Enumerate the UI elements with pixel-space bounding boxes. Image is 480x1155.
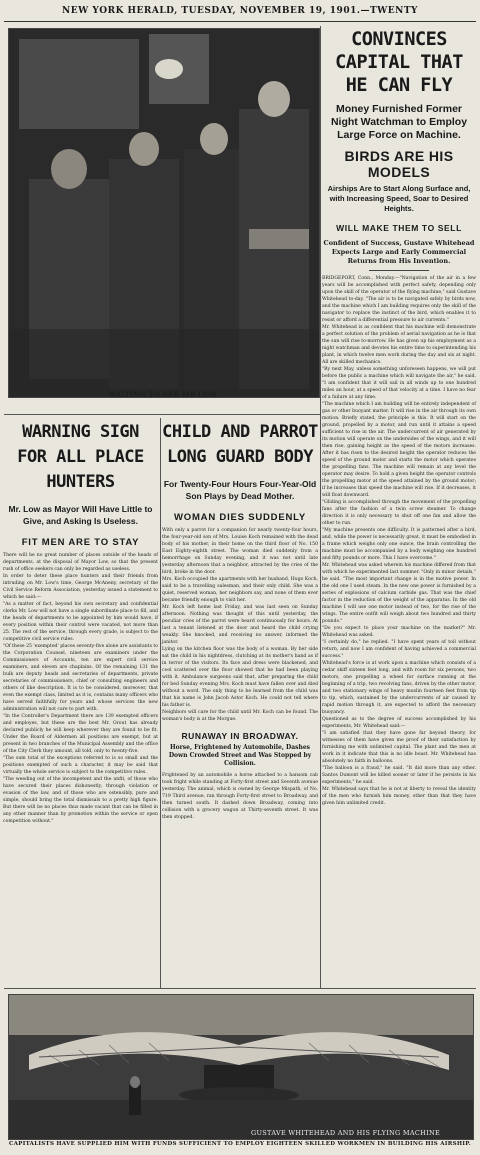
child-parrot-article (162, 420, 318, 821)
photo-flying-machine (8, 994, 474, 1140)
place-hunters-paragraph: There will be no great number of places outside of the heads of departments, at the disposal of Mayor Low, so that the present rush of office seekers can only be regarded as useless. (3, 553, 158, 572)
aviation-deck-1: Money Furnished Former Night Watchman to Employ Large Force on Machine. (330, 103, 468, 141)
child-parrot-paragraph: Mr. Koch left home last Friday, and was last seen on Sunday afternoon. Nothing was thought of this until yesterday, the peculiar cries of the parrot were heard continuously for hours. At last a tenant listened at the door and heard the child crying weakly. She knocked, and receiving no answer, informed the janitor. (162, 605, 318, 645)
aviation-paragraph: Whitehead's force is at work upon a machine which consists of a cedar skiff sixteen feet long, and with room for six persons, two motors, one propelling a wheel for surface running at the beginning of a trip, two revolving fans, driven by the other motor, and two stationary wings of heavy muslin fourteen feet from tip to tip, which, sustained by the undercurrents of air caused by rapid motion through it, are expected to afford the necessary buoyancy. (322, 661, 476, 715)
masthead: NEW YORK HERALD, TUESDAY, NOVEMBER 19, 1901.—TWENTY (62, 6, 418, 16)
photo-waiting-room-caption: WAITING TO SEE MR LOW (108, 391, 218, 399)
place-hunters-paragraph: "In the Controller's Department there are 139 exempted officers and employes, but these are the best Mr. Grout has already declared publicly he will keep wherever they are found to be fit. Under the Board of Aldermen all positions are exempt, but at present in two branches of the Municipal Assembly and the office of the City Clerk they amount, all told, only to twenty-five. (3, 714, 158, 754)
bottom-caption: CAPITALISTS HAVE SUPPLIED HIM WITH FUNDS SUFFICIENT TO EMPLOY EIGHTEEN SKILLED WORKMEN IN BUILDING HIS AIRSHIP. (9, 1141, 471, 1147)
column-rule-right (320, 26, 321, 988)
aviation-paragraph: "I certainly do," he replied. "I have spent years of toil without return, and now I am confident of having achieved a commercial success." (322, 640, 476, 659)
aviation-body (322, 275, 476, 807)
child-parrot-deck: For Twenty-Four Hours Four-Year-Old Son Plays by Dead Mother. (163, 479, 317, 501)
aviation-deck-5: Confident of Success, Gustave Whitehead Expects Large and Early Commercial Returns from His Invention. (323, 239, 475, 265)
aviation-paragraph: "My machine presents one difficulty. It is patterned after a bird, and, while the power is necessarily great, it must be embodied in a frame which weighs only one ounce, the brain controlling the machine must be accompanied by a body weighing one hundred and fifty pounds or more. This I have overcome." (322, 528, 476, 561)
place-hunters-article (3, 420, 158, 825)
column-rule-middle (160, 418, 161, 988)
place-hunters-headline: WARNING SIGN FOR ALL PLACE HUNTERS (17, 422, 144, 492)
child-parrot-paragraph: With only a parrot for a companion for nearly twenty-four hours, the four-year-old son of Mrs. Louise Koch remained with the dead body of his mother, in their home on the third floor of No. 150 East Eighty-eighth street. The woman died suddenly from a hemorrhage on Sunday evening, and it was not until late yesterday afternoon that a neighbor, attracted by the cries of the bird, broke in the door. (162, 528, 318, 575)
aviation-headline: CONVINCES CAPITAL THAT HE CAN FLY (335, 29, 463, 96)
aviation-paragraph: BRIDGEPORT, Conn., Monday.—"Navigation of the air in a few years will be accomplished with perfect safety, depending only upon the skill of the operator of the flying machine," said Gustave Whitehead to-day. "The air is to be navigated safely by birds now, and the machine which I am building requires only the skill of the navigator to replace the instinct of the bird, which enables it to resist or afford a differential pressure to air currents." (322, 276, 476, 323)
masthead-rule (4, 21, 476, 22)
child-parrot-paragraph: Mrs. Koch occupied the apartments with her husband, Hugo Koch, said to be a travelling salesman, and their only child. She was a quiet, reserved woman, her neighbors say, and none of them ever became friendly enough to visit her. (162, 577, 318, 603)
aviation-paragraph: "The machine which I am building will be entirely independent of gas or other buoyant matter. It will rise in the air through its own motion. Briefly stated, the principle is this. It will start on the ground, propelled by a motor, and run until it attains a speed sufficient to rise in the air. The undercurrent of air generated by its motion will operate on the undersides of the wings, and it will then rise, gaining height as the speed of the motors increases. After it has risen to the desired height the operator reduces the speed of the ground motor and starts the motor which operates the propelling fans. The machine will remain at any level the operator may desire. To hold a given height the operator controls the propelling motor at the speed attained by the ground motor; if he increases that speed the machine will rise. If it decreases, it will float downward. (322, 402, 476, 498)
bottom-section-rule (4, 988, 476, 989)
child-parrot-paragraph: Lying on the kitchen floor was the body of a woman. By her side sat the child in his nightdress, clutching at its mother's hand as if in terror of the visitors. Its face and dress were blackened, and cool scattered over the floor showed that he had been playing with it. Ambulance surgeons said that, after preparing the child for bed Sunday evening Mrs. Koch must have fallen over and died without a word. The only thing to be learned from the child was that his name is John Jacob Astor Koch. He could not tell where his father is. (162, 647, 318, 708)
photo-waiting-room-image (9, 29, 319, 397)
aviation-paragraph: Mr. Whitehead says that he is not at liberty to reveal the identity of the men who furnish him money, other than that they have given him unlimited credit. (322, 787, 476, 806)
aviation-deck-2: BIRDS ARE HIS MODELS (344, 148, 454, 180)
runaway-headline: RUNAWAY IN BROADWAY. (181, 731, 299, 741)
child-parrot-paragraph: Neighbors will care for the child until Mr. Koch can be found. The woman's body is at the Morgue. (162, 710, 318, 722)
place-hunters-paragraph: "As a matter of fact, beyond his own secretary and confidential clerks Mr. Low will not have a single subordinate place to fill, and the heads of departments to be appointed by him would have, if every position within their control were vacated, not more than 25. The rest of the service, through every grade, is subject to the competitive civil service rules. (3, 602, 158, 642)
aviation-paragraph: "I am satisfied that they have gone far beyond theory, for witnesses of them have given me proof of their satisfaction by furnishing me with unlimited capital. The plant and the men at work in it indicate that this is no idle boast. Mr. Whitehead has absolutely no faith in balloons. (322, 731, 476, 764)
aviation-paragraph: Mr. Whitehead was asked wherein his machine differed from that with which he experimented last summer. "Only in minor details," he said. "The most important change is in the motive power. In the old one I used steam. In the new one power is furnished by a series of explosions of calcium carbide gas. That was the chief factor in the reduction of the weight of the apparatus. In the old machine I will use one motor instead of two, for the rise of the wings. The entire outfit will weigh about two hundred and thirty pounds." (322, 563, 476, 624)
runaway-paragraph: Frightened by an automobile a horse attached to a hansom cab took fright while standing at Forty-first street and Seventh avenue yesterday. The animal, which is owned by George Mispath, of No. 719 Third avenue, ran through Forty-first street to Broadway, and then turned south. It dashed down Broadway, coming into collision with a grocery wagon at Thirty-seventh street. It was then stopped. (162, 773, 318, 820)
child-parrot-headline: CHILD AND PARROT LONG GUARD BODY (162, 422, 318, 467)
aviation-paragraph: Questioned as to the degree of success accomplished by his experiments, Mr. Whitehead said:— (322, 717, 476, 729)
photo-bottom-rule (4, 414, 320, 415)
aviation-article (322, 28, 476, 807)
aviation-paragraph: "By next May, unless something unforeseen happens, we will put before the public a machine which will navigate the air," he said. "I am confident that it will sail in all winds up to one hundred miles an hour, at a speed of that velocity at a time. I have no fear of a failure at any time. (322, 367, 476, 400)
place-hunters-paragraph: "The sum total of the exceptions referred to is so small and the positions exempted of such a character, it may be said that virtually the whole service is subject to the competitive rules. (3, 756, 158, 775)
child-parrot-subhead: WOMAN DIES SUDDENLY (173, 512, 307, 523)
runaway-deck: Horse, Frightened by Automobile, Dashes Down Crowded Street and Was Stopped by Collision. (168, 744, 312, 767)
photo-waiting-room (8, 28, 320, 398)
aviation-paragraph: "Do you expect to place your machine on the market?" Mr. Whitehead was asked. (322, 626, 476, 638)
aviation-rule (369, 270, 429, 271)
place-hunters-paragraph: In order to deter these place hunters and their friends from intruding on Mr. Low's time, George McAneny, secretary of the Civil Service Reform Association, yesterday issued a statement to which he said:— (3, 574, 158, 600)
place-hunters-subhead: FIT MEN ARE TO STAY (21, 537, 140, 548)
aviation-deck-4: WILL MAKE THEM TO SELL (336, 223, 462, 233)
aviation-paragraph: "Gliding is accomplished through the movement of the propelling fans after the fashion of a twin screw steamer. To change direction it is only necessary to shut off one fan and allow the other to run. (322, 500, 476, 526)
photo-flying-machine-caption: GUSTAVE WHITEHEAD AND HIS FLYING MACHINE (251, 1129, 440, 1137)
aviation-deck-3: Airships Are to Start Along Surface and, with Increasing Speed, Soar to Desired Heights. (327, 184, 471, 213)
place-hunters-paragraph: "Of these 25 'exempted' places seventy-five alone are assistants to the Corporation Counsel, nineteen are examiners under the Commissioners of Accounts, ten are expert civil service examiners, and eleven are chaplains. Of the remaining 131 the bulk are deputy heads and secretaries of departments, private secretaries of commissioners, chief or consulting engineers and others of like description. It is to be considered, moreover, that even the exempt class, limited as it is, contains many officers who have served faithfully for years and whose services the new administration will not care to part with. (3, 644, 158, 712)
place-hunters-paragraph: "The weeding out of the incompetent and the unfit, of those who have secured their places dishonestly, through violation or evasion of the law, and of those who are ostensibly, pure and simple, should bring the total dismissals to a pretty high figure. But there will be no places thus made vacant that can be filled in any other manner than by promotion within the service or open competition without." (3, 777, 158, 824)
aviation-paragraph: "The balloon is a fraud," he said. "It did more than any other. Santos Dumont will be killed sooner or later if he persists in his experiments," he said. (322, 766, 476, 785)
place-hunters-deck: Mr. Low as Mayor Will Have Little to Give, and Asking Is Useless. (8, 504, 153, 526)
aviation-paragraph: Mr. Whitehead is as confident that his machine will demonstrate a perfect solution of the problem of aerial navigation as he is that the sun will rise to-morrow. He has given up his employment as a night watchman and devotes his entire time to superintending his plant, in which twelve men work during the day and six at night. All are skilled mechanics. (322, 325, 476, 365)
photo-flying-machine-image (9, 995, 473, 1139)
